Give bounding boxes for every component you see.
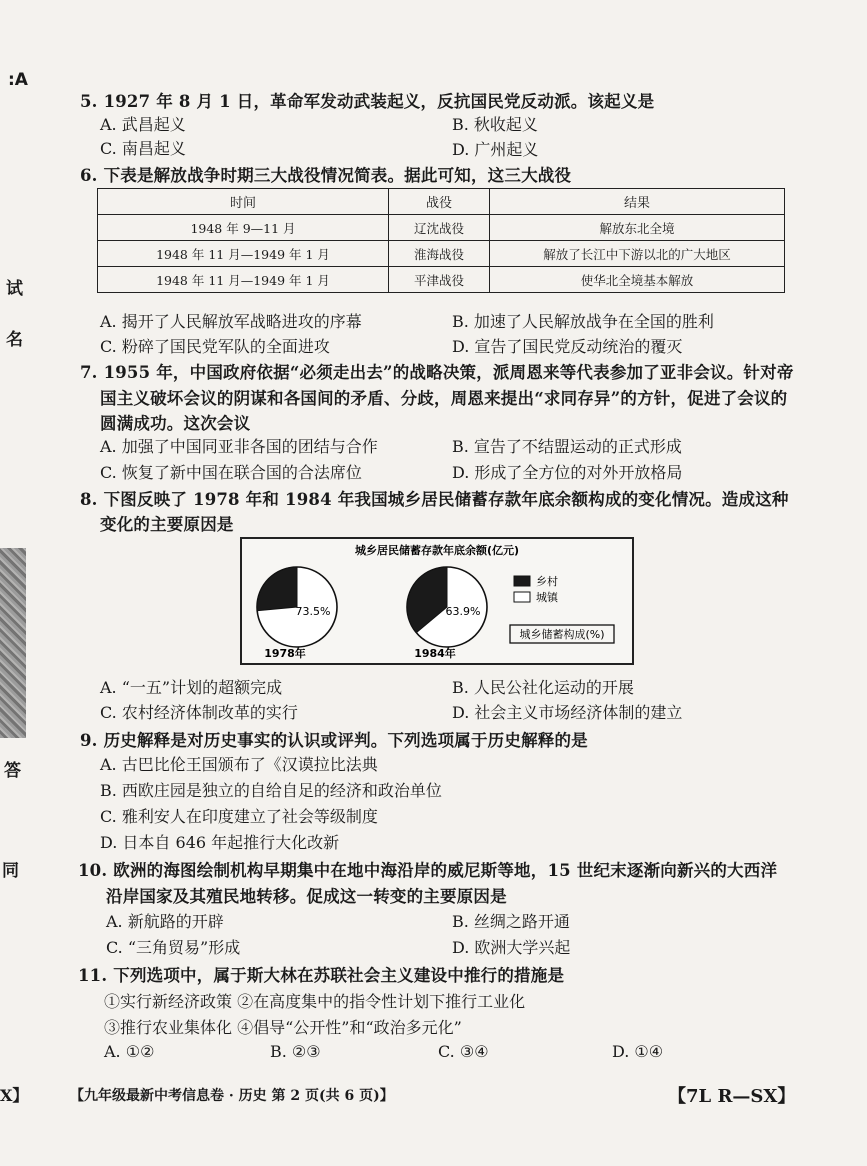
margin-fragment-tong: 同 — [2, 861, 19, 881]
table-cell: 解放了长江中下游以北的广大地区 — [490, 241, 785, 267]
table-header-row — [98, 189, 785, 215]
chart-title: 城乡居民储蓄存款年底余额(亿元) — [354, 544, 520, 557]
question-8-stem-line-1: 8. 下图反映了 1978 年和 1984 年我国城乡居民储蓄存款年底余额构成的变化情况。造成这种 — [80, 490, 789, 509]
footer-left-fragment: X】 — [0, 1086, 29, 1105]
table-cell: 1948 年 11 月—1949 年 1 月 — [98, 267, 389, 293]
pie-chart-svg — [242, 539, 632, 663]
q11-option-d: D. ①④ — [612, 1042, 664, 1061]
q11-items-line-2: ③推行农业集体化 ④倡导“公开性”和“政治多元化” — [104, 1018, 462, 1037]
question-10-stem-line-1: 10. 欧洲的海图绘制机构早期集中在地中海沿岸的威尼斯等地，15 世纪末逐渐向新兴的大西洋 — [78, 861, 778, 880]
table-header-result: 结果 — [490, 189, 785, 215]
q8-option-a: A. “一五”计划的超额完成 — [100, 678, 283, 697]
q7-option-d: D. 形成了全方位的对外开放格局 — [452, 463, 683, 482]
q11-option-c: C. ③④ — [438, 1042, 489, 1061]
q5-option-b: B. 秋收起义 — [452, 115, 538, 134]
q5-option-c: C. 南昌起义 — [100, 139, 186, 158]
margin-fragment-da: 答 — [4, 761, 21, 781]
q6-option-a: A. 揭开了人民解放军战略进攻的序幕 — [100, 312, 362, 331]
table-cell: 1948 年 11 月—1949 年 1 月 — [98, 241, 389, 267]
q7-option-b: B. 宣告了不结盟运动的正式形成 — [452, 437, 682, 456]
pie-year-label: 1984年 — [414, 647, 456, 660]
table-header-time: 时间 — [98, 189, 389, 215]
table-cell: 辽沈战役 — [389, 215, 490, 241]
q11-option-b: B. ②③ — [270, 1042, 321, 1061]
q8-option-d: D. 社会主义市场经济体制的建立 — [452, 703, 683, 722]
table-row — [98, 241, 785, 267]
legend-swatch — [514, 576, 530, 586]
margin-fragment-ming: 名 — [6, 330, 23, 350]
q9-option-b: B. 西欧庄园是独立的自给自足的经济和政治单位 — [100, 781, 442, 800]
question-10-stem-line-2: 沿岸国家及其殖民地转移。促成这一转变的主要原因是 — [106, 887, 507, 906]
table-cell: 使华北全境基本解放 — [490, 267, 785, 293]
question-6-stem: 6. 下表是解放战争时期三大战役情况简表。据此可知，这三大战役 — [80, 166, 572, 185]
q9-option-a: A. 古巴比伦王国颁布了《汉谟拉比法典 — [100, 755, 378, 774]
q6-option-d: D. 宣告了国民党反动统治的覆灭 — [452, 337, 683, 356]
table-row — [98, 267, 785, 293]
question-5-stem: 5. 1927 年 8 月 1 日，革命军发动武装起义，反抗国民党反动派。该起义是 — [80, 92, 655, 111]
table-header-battle: 战役 — [389, 189, 490, 215]
battles-table — [97, 188, 785, 293]
savings-pie-chart — [240, 537, 634, 665]
question-7-stem-line-3: 圆满成功。这次会议 — [100, 414, 251, 433]
q10-option-c: C. “三角贸易”形成 — [106, 938, 241, 957]
question-7-stem-line-1: 7. 1955 年，中国政府依据“必须走出去”的战略决策，派周恩来等代表参加了亚非会议。针对帝 — [80, 363, 794, 382]
table-cell: 淮海战役 — [389, 241, 490, 267]
q5-option-d: D. 广州起义 — [452, 140, 539, 159]
legend-label: 城镇 — [536, 591, 558, 604]
question-7-stem-line-2: 国主义破坏会议的阴谋和各国间的矛盾、分歧，周恩来提出“求同存异”的方针，促进了会议的 — [100, 389, 788, 408]
q8-option-b: B. 人民公社化运动的开展 — [452, 678, 634, 697]
binding-shadow — [0, 548, 26, 738]
q11-option-a: A. ①② — [104, 1042, 155, 1061]
pie-value-label: 73.5% — [295, 605, 331, 618]
q10-option-b: B. 丝绸之路开通 — [452, 912, 570, 931]
margin-fragment-shi: 试 — [6, 279, 23, 299]
margin-fragment-a: :A — [8, 70, 28, 90]
question-9-stem: 9. 历史解释是对历史事实的认识或评判。下列选项属于历史解释的是 — [80, 731, 588, 750]
q5-option-a: A. 武昌起义 — [100, 115, 186, 134]
pie-value-label: 63.9% — [445, 605, 481, 618]
question-8-stem-line-2: 变化的主要原因是 — [100, 515, 234, 534]
q10-option-a: A. 新航路的开辟 — [106, 912, 224, 931]
legend-swatch — [514, 592, 530, 602]
legend-note: 城乡储蓄构成(%) — [519, 628, 605, 641]
legend-label: 乡村 — [536, 575, 558, 588]
q10-option-d: D. 欧洲大学兴起 — [452, 938, 571, 957]
question-11-stem: 11. 下列选项中，属于斯大林在苏联社会主义建设中推行的措施是 — [78, 966, 565, 985]
q6-option-c: C. 粉碎了国民党军队的全面进攻 — [100, 337, 330, 356]
table-row — [98, 215, 785, 241]
q6-option-b: B. 加速了人民解放战争在全国的胜利 — [452, 312, 714, 331]
table-cell: 解放东北全境 — [490, 215, 785, 241]
table-cell: 1948 年 9—11 月 — [98, 215, 389, 241]
q9-option-d: D. 日本自 646 年起推行大化改新 — [100, 833, 340, 852]
q8-option-c: C. 农村经济体制改革的实行 — [100, 703, 298, 722]
footer-code: 【7L R—SX】 — [668, 1086, 796, 1107]
footer-page-info: 【九年级最新中考信息卷 · 历史 第 2 页(共 6 页)】 — [70, 1088, 394, 1104]
q11-items-line-1: ①实行新经济政策 ②在高度集中的指令性计划下推行工业化 — [104, 992, 526, 1011]
q7-option-a: A. 加强了中国同亚非各国的团结与合作 — [100, 437, 378, 456]
pie-year-label: 1978年 — [264, 647, 306, 660]
table-cell: 平津战役 — [389, 267, 490, 293]
q7-option-c: C. 恢复了新中国在联合国的合法席位 — [100, 463, 362, 482]
q9-option-c: C. 雅利安人在印度建立了社会等级制度 — [100, 807, 378, 826]
pie-slice-rural — [257, 567, 297, 611]
